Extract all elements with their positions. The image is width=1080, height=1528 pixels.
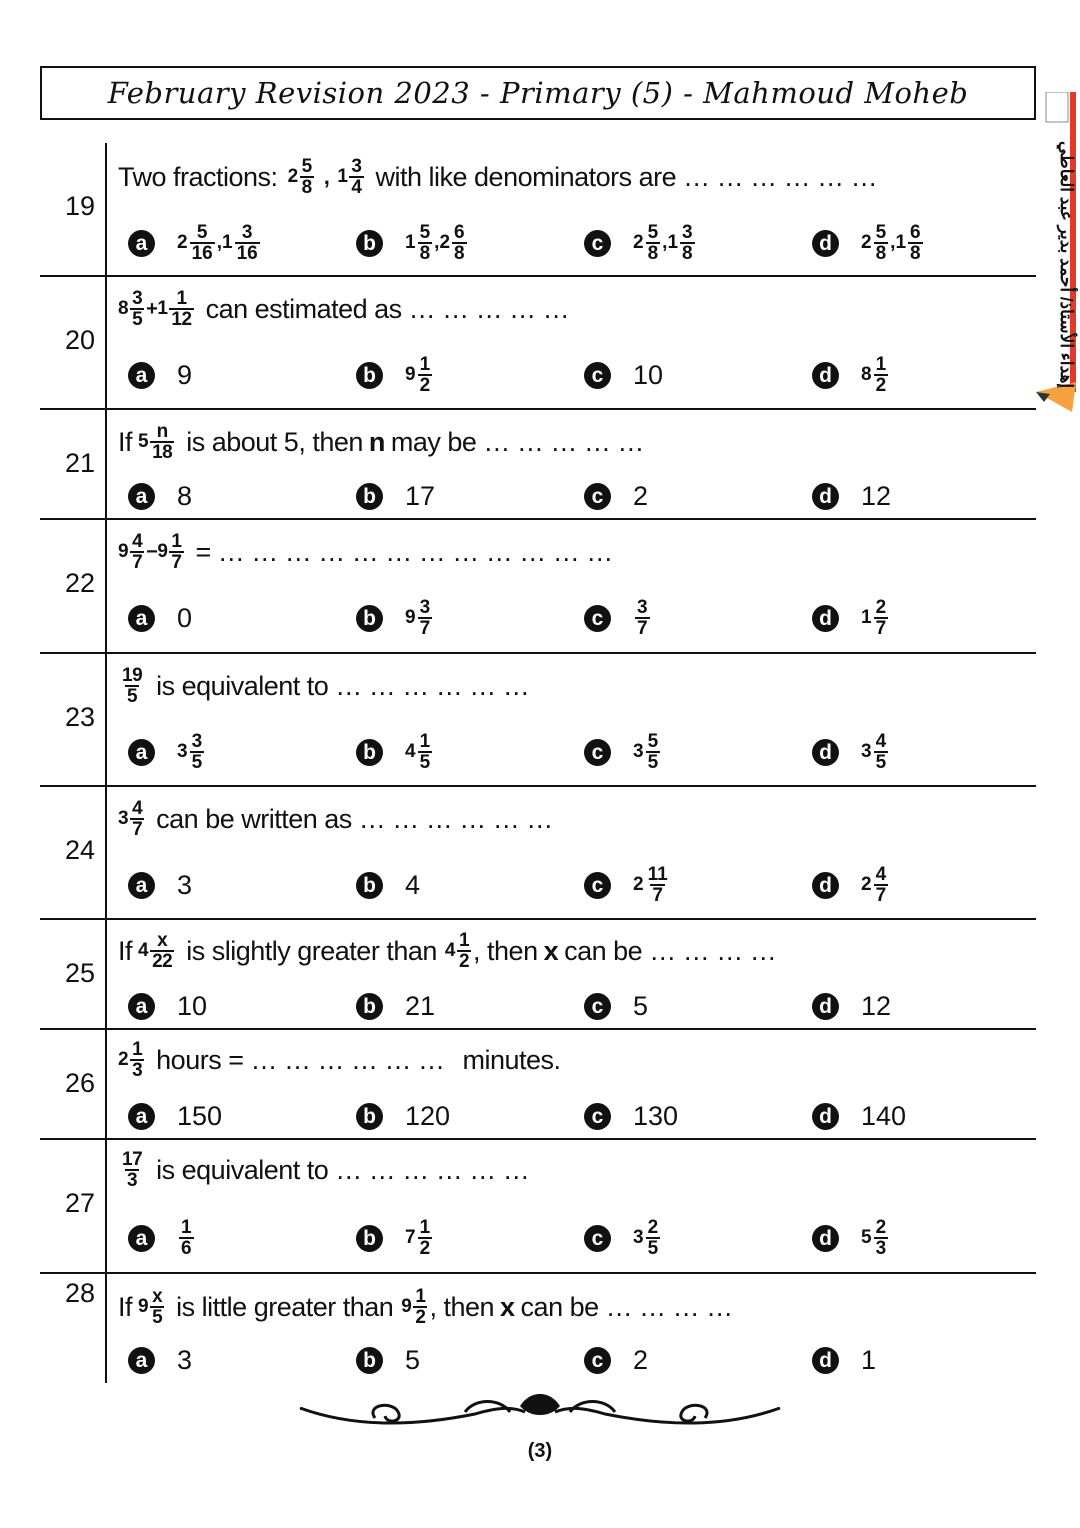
stem-text: can be … … … …: [520, 1291, 733, 1322]
option-value: 17: [405, 480, 436, 511]
option-value: 130: [633, 1100, 679, 1131]
stem-text: , then: [473, 935, 538, 966]
question-number: 19: [64, 191, 96, 221]
option-b[interactable]: [356, 223, 469, 263]
fraction: 4 $\frac{1}{2}$: [444, 930, 470, 972]
fraction: 3 $\frac{5}{5}$: [633, 731, 659, 773]
option-c[interactable]: [584, 1101, 678, 1132]
separator: ,: [323, 164, 330, 189]
fraction: 3 $\frac{4}{7}$: [118, 798, 143, 840]
option-badge: d: [812, 739, 839, 766]
fraction: 4 $\frac{x}{22}$: [138, 930, 173, 972]
option-a[interactable]: [128, 732, 206, 772]
option-badge: c: [584, 1103, 611, 1130]
question-28: [40, 1274, 1036, 1388]
option-d[interactable]: [812, 732, 890, 772]
option-badge: b: [356, 230, 383, 257]
fraction-pair: 2 $\frac{5}{8}$ , 1 $\frac{6}{8}$: [861, 222, 921, 264]
option-c[interactable]: [584, 1218, 662, 1258]
option-badge: c: [584, 993, 611, 1020]
option-badge: c: [584, 230, 611, 257]
option-badge: c: [584, 1347, 611, 1374]
option-badge: a: [128, 1225, 155, 1252]
header-box: [40, 66, 1036, 120]
option-badge: a: [128, 993, 155, 1020]
fraction: 9 $\frac{3}{7}$: [405, 597, 431, 639]
question-number: 27: [64, 1188, 96, 1218]
question-number: 24: [64, 835, 96, 865]
fraction: 1 $\frac{2}{7}$: [861, 597, 887, 639]
option-d[interactable]: [812, 1101, 906, 1132]
option-d[interactable]: [812, 355, 890, 395]
option-b[interactable]: [356, 1345, 420, 1376]
variable: n: [368, 426, 385, 457]
stem-text: Two fractions:: [118, 161, 278, 192]
option-value: 2: [633, 1344, 649, 1375]
option-value: 9: [177, 359, 193, 390]
options: [128, 1336, 1036, 1384]
option-a[interactable]: [128, 870, 192, 901]
option-badge: c: [584, 872, 611, 899]
fraction: 2 $\frac{11}{7}$: [633, 864, 668, 906]
question-25: [40, 920, 1036, 1030]
option-c[interactable]: [584, 360, 663, 391]
stem-text: can be … … … …: [564, 935, 777, 966]
fraction: 2 $\frac{5}{8}$: [287, 156, 312, 198]
option-value: 120: [405, 1100, 451, 1131]
option-value: 10: [633, 359, 664, 390]
option-value: 1: [861, 1344, 877, 1375]
header-title: February Revision 2023 - Primary (5) - Mahmoud Moheb: [107, 76, 969, 110]
question-19: [40, 143, 1036, 277]
question-26: [40, 1030, 1036, 1140]
option-badge: d: [812, 872, 839, 899]
stem-text: , then: [429, 1291, 495, 1322]
option-b[interactable]: [356, 1101, 450, 1132]
option-b[interactable]: [356, 1218, 434, 1258]
option-value: 10: [177, 990, 208, 1021]
fraction: 3 $\frac{3}{5}$: [177, 731, 203, 773]
question-number: 22: [64, 568, 96, 598]
fraction: $\frac{3}{7}$: [637, 597, 648, 639]
stem-text: hours = … … … … … …: [156, 1044, 445, 1075]
stem-text: is slightly greater than: [186, 935, 437, 966]
option-badge: b: [356, 483, 383, 510]
stem-text: minutes.: [462, 1044, 561, 1075]
option-badge: a: [128, 1347, 155, 1374]
fraction: 4 $\frac{1}{5}$: [405, 731, 431, 773]
option-d[interactable]: [812, 991, 891, 1022]
fraction: 8 $\frac{3}{5}$: [118, 288, 143, 330]
options: [128, 472, 1036, 520]
fraction: 8 $\frac{1}{2}$: [861, 354, 887, 396]
options: [128, 219, 1036, 267]
stem-text: If: [118, 426, 133, 457]
option-badge: c: [584, 739, 611, 766]
option-b[interactable]: [356, 732, 434, 772]
operator: +: [146, 297, 158, 320]
question-number: 28: [64, 1278, 96, 1308]
option-value: 12: [861, 480, 892, 511]
stem-text: is equivalent to … … … … … …: [156, 670, 530, 701]
option-c[interactable]: [584, 1345, 648, 1376]
fraction: 9 $\frac{1}{7}$: [157, 531, 182, 573]
option-c[interactable]: [584, 598, 652, 638]
fraction: 5 $\frac{n}{18}$: [138, 421, 173, 463]
question-stem: [118, 662, 529, 710]
variable: x: [543, 935, 559, 966]
fraction-pair: 2 $\frac{5}{8}$ , 1 $\frac{3}{8}$: [633, 222, 693, 264]
option-a[interactable]: [128, 1345, 192, 1376]
variable: x: [500, 1291, 515, 1322]
stem-text: may be … … … … …: [390, 426, 644, 457]
option-value: 21: [405, 990, 436, 1021]
option-badge: d: [812, 1225, 839, 1252]
option-badge: c: [584, 605, 611, 632]
stem-text: is little greater than: [176, 1291, 394, 1322]
option-a[interactable]: [128, 360, 192, 391]
option-badge: a: [128, 872, 155, 899]
question-stem: [118, 285, 569, 333]
question-stem: [118, 1036, 561, 1084]
options: [128, 982, 1036, 1030]
stem-text: If: [118, 1291, 133, 1322]
fraction: 9 $\frac{4}{7}$: [118, 531, 143, 573]
option-a[interactable]: [128, 1101, 222, 1132]
fraction: 5 $\frac{2}{3}$: [861, 1217, 887, 1259]
fraction: 7 $\frac{1}{2}$: [405, 1217, 431, 1259]
question-number: 20: [64, 325, 96, 355]
question-stem: [118, 418, 644, 466]
stem-text: is equivalent to … … … … … …: [156, 1154, 530, 1185]
option-badge: a: [128, 1103, 155, 1130]
fraction: 2 $\frac{4}{7}$: [861, 864, 887, 906]
fraction: 3 $\frac{4}{5}$: [861, 731, 887, 773]
options: [128, 728, 1036, 776]
option-c[interactable]: [584, 732, 662, 772]
option-value: 5: [633, 990, 649, 1021]
fraction-pair: 2 $\frac{5}{16}$ , 1 $\frac{3}{16}$: [177, 222, 258, 264]
fraction: 2 $\frac{1}{3}$: [118, 1039, 143, 1081]
stem-text: If: [118, 935, 133, 966]
question-number: 21: [64, 448, 96, 478]
option-d[interactable]: [812, 481, 891, 512]
fraction: 1 $\frac{1}{12}$: [157, 288, 192, 330]
option-badge: c: [584, 362, 611, 389]
stem-text: can estimated as … … … … …: [205, 293, 570, 324]
option-value: 2: [633, 480, 649, 511]
question-stem: [118, 155, 877, 199]
option-c[interactable]: [584, 865, 672, 905]
option-a[interactable]: [128, 223, 262, 263]
option-c[interactable]: [584, 991, 648, 1022]
option-d[interactable]: [812, 1218, 890, 1258]
option-badge: a: [128, 483, 155, 510]
question-stem: [118, 926, 776, 976]
option-badge: b: [356, 605, 383, 632]
option-c[interactable]: [584, 481, 648, 512]
option-badge: b: [356, 872, 383, 899]
stem-text: = … … … … … … … … … … … …: [195, 536, 613, 567]
stem-text: can be written as … … … … … …: [156, 803, 553, 834]
option-d[interactable]: [812, 1345, 876, 1376]
question-27: [40, 1140, 1036, 1274]
option-value: 150: [177, 1100, 223, 1131]
fraction: 9 $\frac{1}{2}$: [401, 1286, 426, 1328]
option-d[interactable]: [812, 865, 890, 905]
ornament-divider-icon: [295, 1388, 785, 1438]
option-b[interactable]: [356, 991, 435, 1022]
option-b[interactable]: [356, 481, 435, 512]
option-value: 0: [177, 602, 193, 633]
question-stem: [118, 528, 613, 576]
option-badge: a: [128, 739, 155, 766]
option-badge: b: [356, 362, 383, 389]
option-badge: b: [356, 1103, 383, 1130]
option-d[interactable]: [812, 223, 925, 263]
options: [128, 351, 1036, 399]
fraction: $\frac{1}{6}$: [181, 1217, 192, 1259]
fraction: $\frac{19}{5}$: [122, 665, 143, 707]
question-stem: [118, 1146, 529, 1194]
option-a[interactable]: [128, 603, 192, 634]
option-badge: d: [812, 1103, 839, 1130]
question-24: [40, 787, 1036, 920]
side-dedication: إهداء الأستاذ/ أحمد بدير عبد العاطي: [1057, 141, 1076, 389]
stem-text: with like denominators are … … … … … …: [375, 161, 878, 192]
option-badge: d: [812, 483, 839, 510]
option-value: 3: [177, 1344, 193, 1375]
question-stem: [118, 1282, 733, 1332]
option-badge: b: [356, 739, 383, 766]
option-a[interactable]: [128, 991, 207, 1022]
question-number: 25: [64, 958, 96, 988]
fraction: $\frac{17}{3}$: [122, 1149, 143, 1191]
fraction: 9 $\frac{x}{5}$: [138, 1286, 163, 1328]
option-b[interactable]: [356, 598, 434, 638]
stem-text: is about 5, then: [186, 426, 363, 457]
question-22: [40, 520, 1036, 654]
page-number: (3): [527, 1440, 553, 1462]
option-d[interactable]: [812, 598, 890, 638]
option-b[interactable]: [356, 870, 420, 901]
question-number: 26: [64, 1068, 96, 1098]
option-value: 8: [177, 480, 193, 511]
options: [128, 1214, 1036, 1262]
option-value: 12: [861, 990, 892, 1021]
option-a[interactable]: [128, 481, 192, 512]
fraction: 3 $\frac{2}{5}$: [633, 1217, 659, 1259]
option-badge: b: [356, 993, 383, 1020]
option-badge: d: [812, 993, 839, 1020]
option-value: 4: [405, 869, 421, 900]
option-value: 140: [861, 1100, 907, 1131]
option-c[interactable]: [584, 223, 697, 263]
option-badge: a: [128, 362, 155, 389]
option-badge: a: [128, 230, 155, 257]
fraction-pair: 1 $\frac{5}{8}$ , 2 $\frac{6}{8}$: [405, 222, 465, 264]
operator: −: [146, 540, 158, 563]
options: [128, 1092, 1036, 1140]
option-badge: b: [356, 1347, 383, 1374]
option-badge: c: [584, 1225, 611, 1252]
fraction: 1 $\frac{3}{4}$: [337, 156, 362, 198]
question-20: [40, 277, 1036, 410]
option-badge: b: [356, 1225, 383, 1252]
options: [128, 861, 1036, 909]
option-badge: d: [812, 230, 839, 257]
question-number: 23: [64, 702, 96, 732]
option-badge: c: [584, 483, 611, 510]
question-21: [40, 410, 1036, 520]
question-23: [40, 654, 1036, 787]
option-value: 3: [177, 869, 193, 900]
option-badge: a: [128, 605, 155, 632]
option-badge: d: [812, 605, 839, 632]
option-b[interactable]: [356, 355, 434, 395]
options: [128, 594, 1036, 642]
option-a[interactable]: [128, 1218, 196, 1258]
option-value: 5: [405, 1344, 421, 1375]
question-stem: [118, 795, 553, 843]
fraction: 9 $\frac{1}{2}$: [405, 354, 431, 396]
option-badge: d: [812, 362, 839, 389]
option-badge: d: [812, 1347, 839, 1374]
